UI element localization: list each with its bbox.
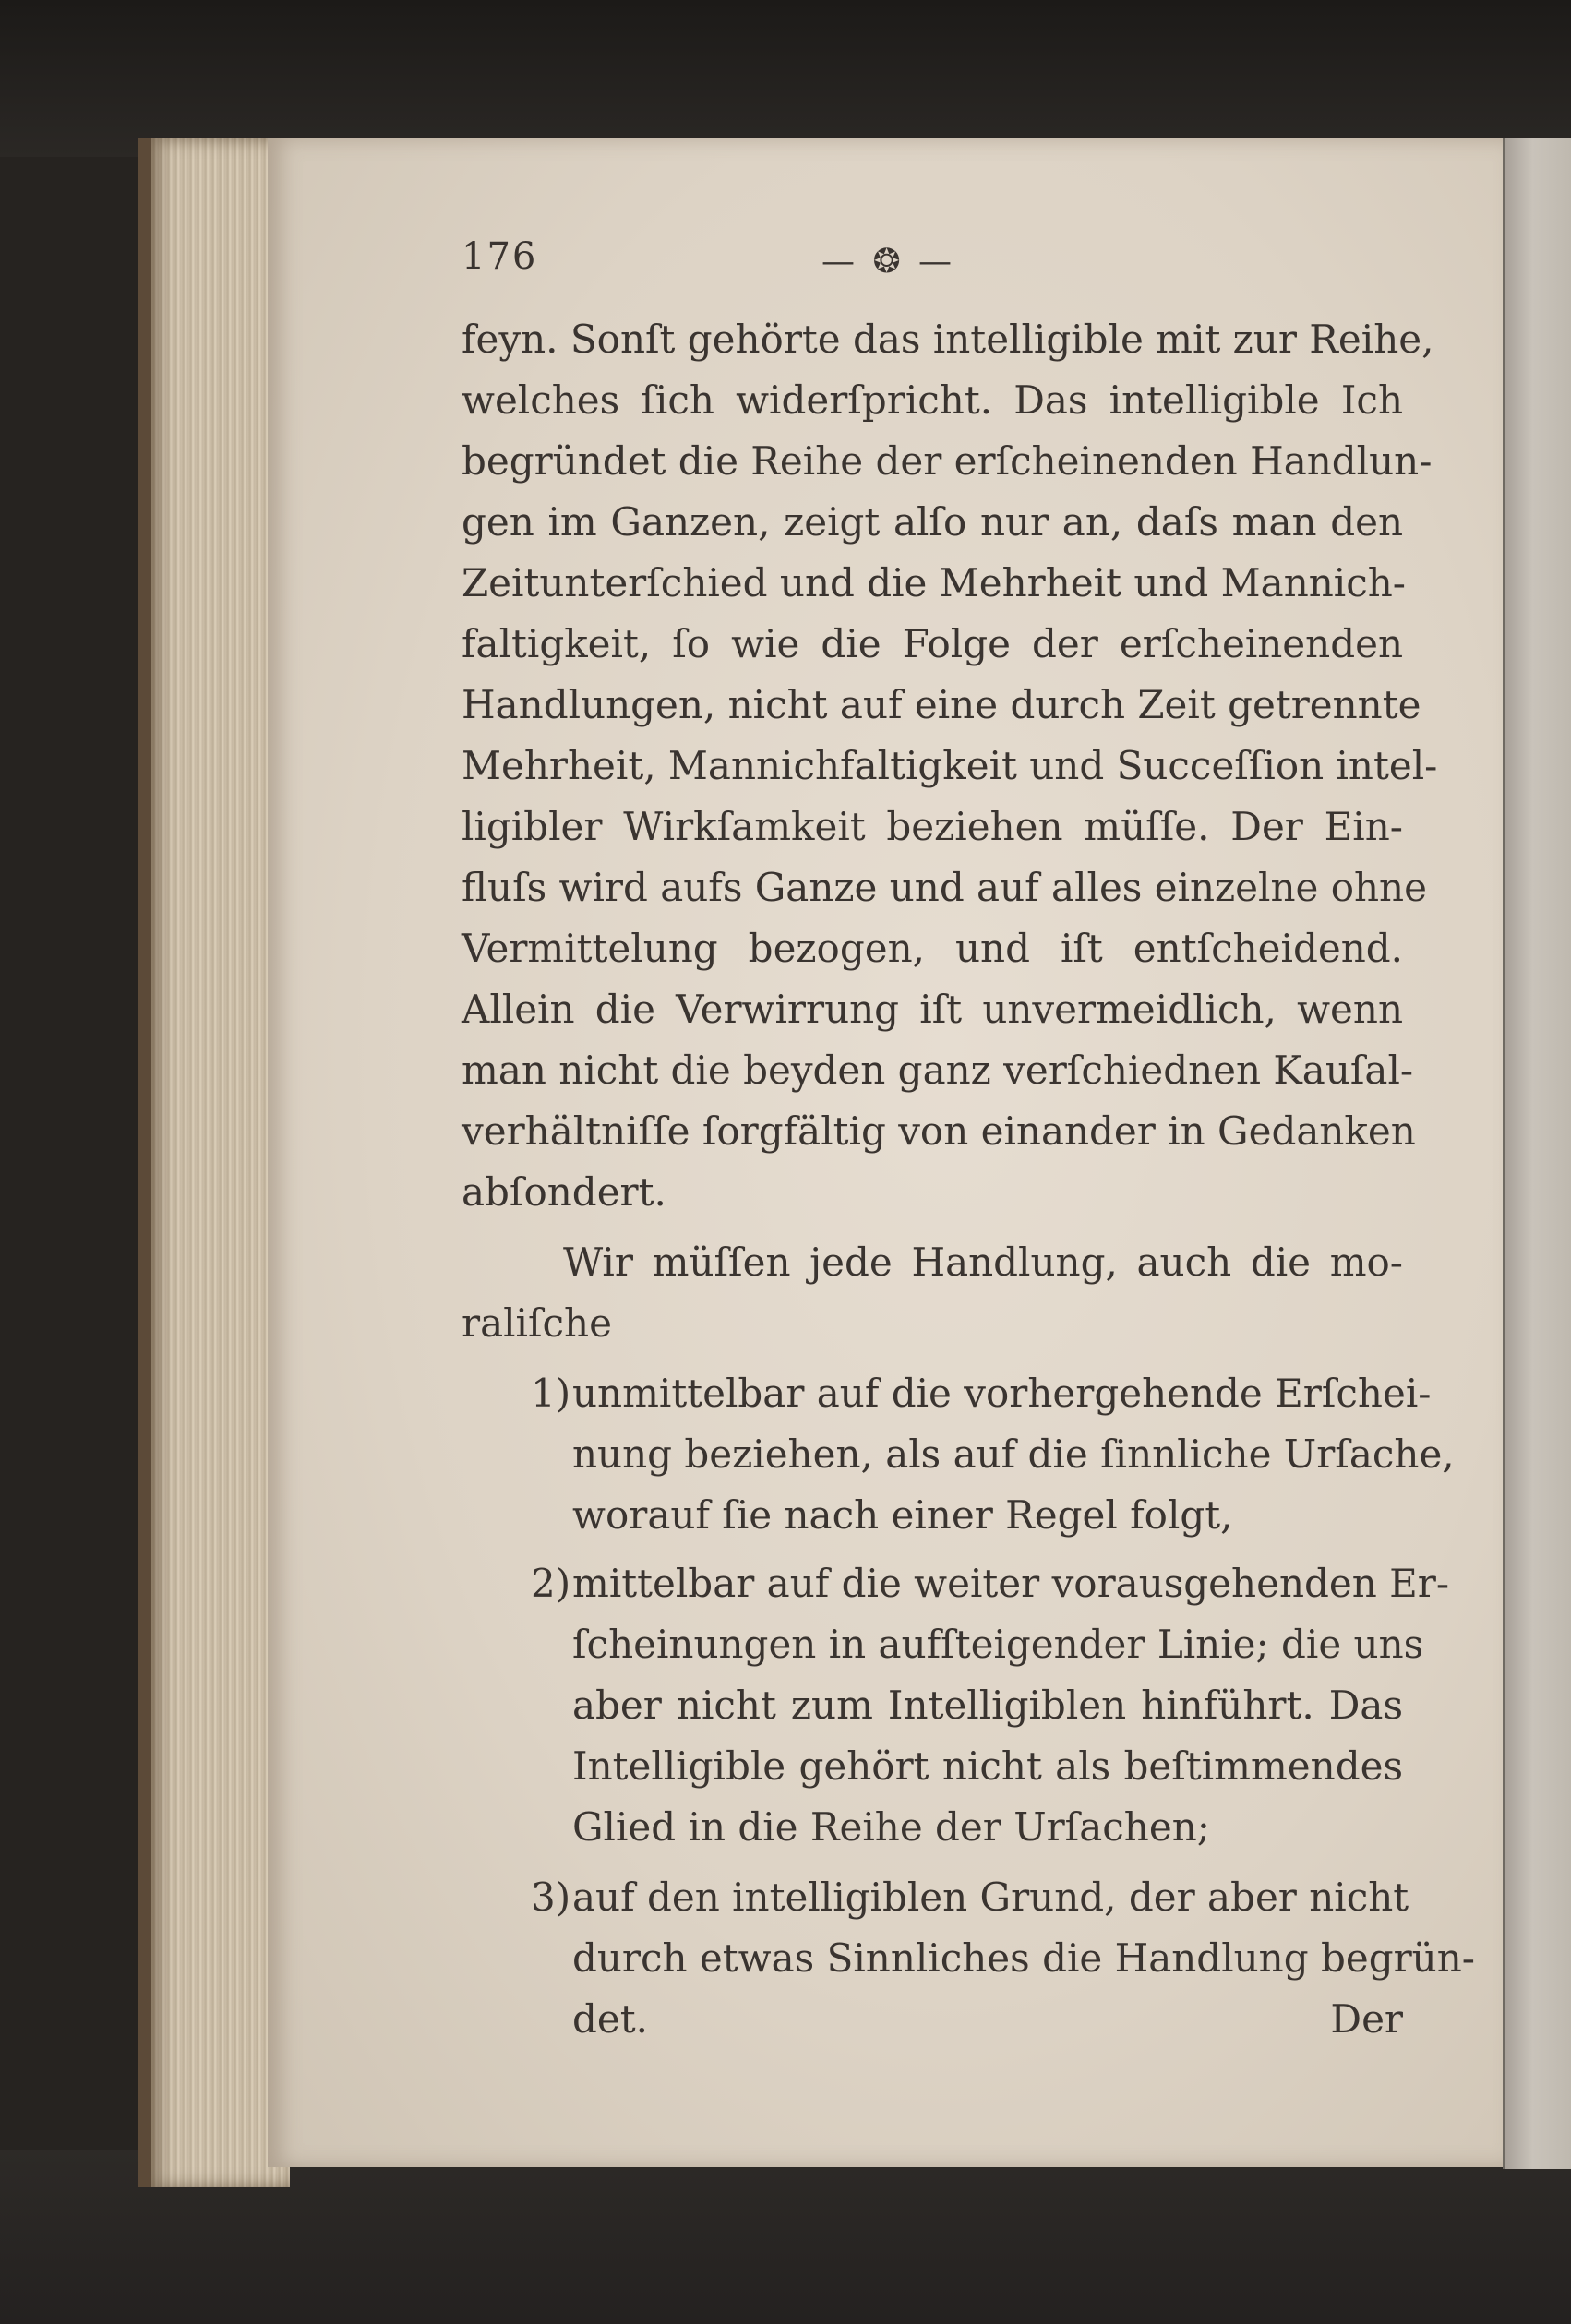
list-item-line: worauf ſie nach einer Regel folgt, bbox=[572, 1492, 1233, 1538]
list-item-line: det. bbox=[572, 1996, 648, 2042]
list-item-line: Glied in die Reihe der Urſachen; bbox=[572, 1804, 1210, 1850]
list-item-number: 3) bbox=[531, 1875, 571, 1920]
list-item-line: nung beziehen, als auf die ſinnliche Urſache, bbox=[572, 1432, 1455, 1477]
page-header bbox=[462, 235, 1403, 291]
page-number: 176 bbox=[462, 235, 538, 278]
background-top bbox=[0, 0, 1571, 157]
text-line: man nicht die beyden ganz verſchiednen Kauſal- bbox=[462, 1048, 1414, 1093]
list-item-line: aber nicht zum Intelligiblen hinführt. Das bbox=[572, 1683, 1403, 1728]
text-line: feyn. Sonſt gehörte das intelligible mit zur Reihe, bbox=[462, 317, 1434, 362]
text-line: Mehrheit, Mannichfaltigkeit und Succeſſion intel- bbox=[462, 743, 1438, 788]
list-item-line: durch etwas Sinnliches die Handlung begrün- bbox=[572, 1935, 1475, 1981]
text-line: Wir müſſen jede Handlung, auch die mo- bbox=[563, 1240, 1403, 1285]
text-line: faltigkeit, ſo wie die Folge der erſcheinenden bbox=[462, 621, 1403, 666]
catchword: Der bbox=[1330, 1996, 1403, 2042]
list-item-line: ſcheinungen in aufſteigender Linie; die uns bbox=[572, 1622, 1424, 1667]
text-line: gen im Ganzen, zeigt alſo nur an, daſs man den bbox=[462, 499, 1403, 545]
text-line: raliſche bbox=[462, 1300, 612, 1346]
text-line: welches ſich widerſpricht. Das intelligible Ich bbox=[462, 377, 1403, 423]
text-line: verhältniſſe ſorgfältig von einander in Gedanken bbox=[462, 1108, 1416, 1154]
list-item-number: 2) bbox=[531, 1561, 571, 1606]
list-item-line: mittelbar auf die weiter vorausgehenden Er- bbox=[572, 1561, 1450, 1606]
text-line: begründet die Reihe der erſcheinenden Handlun- bbox=[462, 438, 1433, 484]
text-line: Zeitunterſchied und die Mehrheit und Mannich- bbox=[462, 560, 1406, 605]
text-line: Allein die Verwirrung iſt unvermeidlich, wenn bbox=[462, 987, 1403, 1032]
text-line: Vermittelung bezogen, und iſt entſcheidend. bbox=[462, 926, 1403, 971]
list-item-number: 1) bbox=[531, 1371, 571, 1416]
facing-page-edge bbox=[1503, 138, 1571, 2169]
list-item-line: unmittelbar auf die vorhergehende Erſchei- bbox=[572, 1371, 1432, 1416]
list-item-line: auf den intelligiblen Grund, der aber nicht bbox=[572, 1875, 1409, 1920]
header-ornament: — ❂ — bbox=[821, 243, 956, 281]
list-item-line: Intelligible gehört nicht als beſtimmendes bbox=[572, 1743, 1403, 1789]
text-line: ligibler Wirkſamkeit beziehen müſſe. Der Ein- bbox=[462, 804, 1403, 849]
text-line: fluſs wird aufs Ganze und auf alles einzelne ohne bbox=[462, 865, 1427, 910]
text-line: Handlungen, nicht auf eine durch Zeit getrennte bbox=[462, 682, 1421, 727]
text-line: abſondert. bbox=[462, 1169, 666, 1215]
